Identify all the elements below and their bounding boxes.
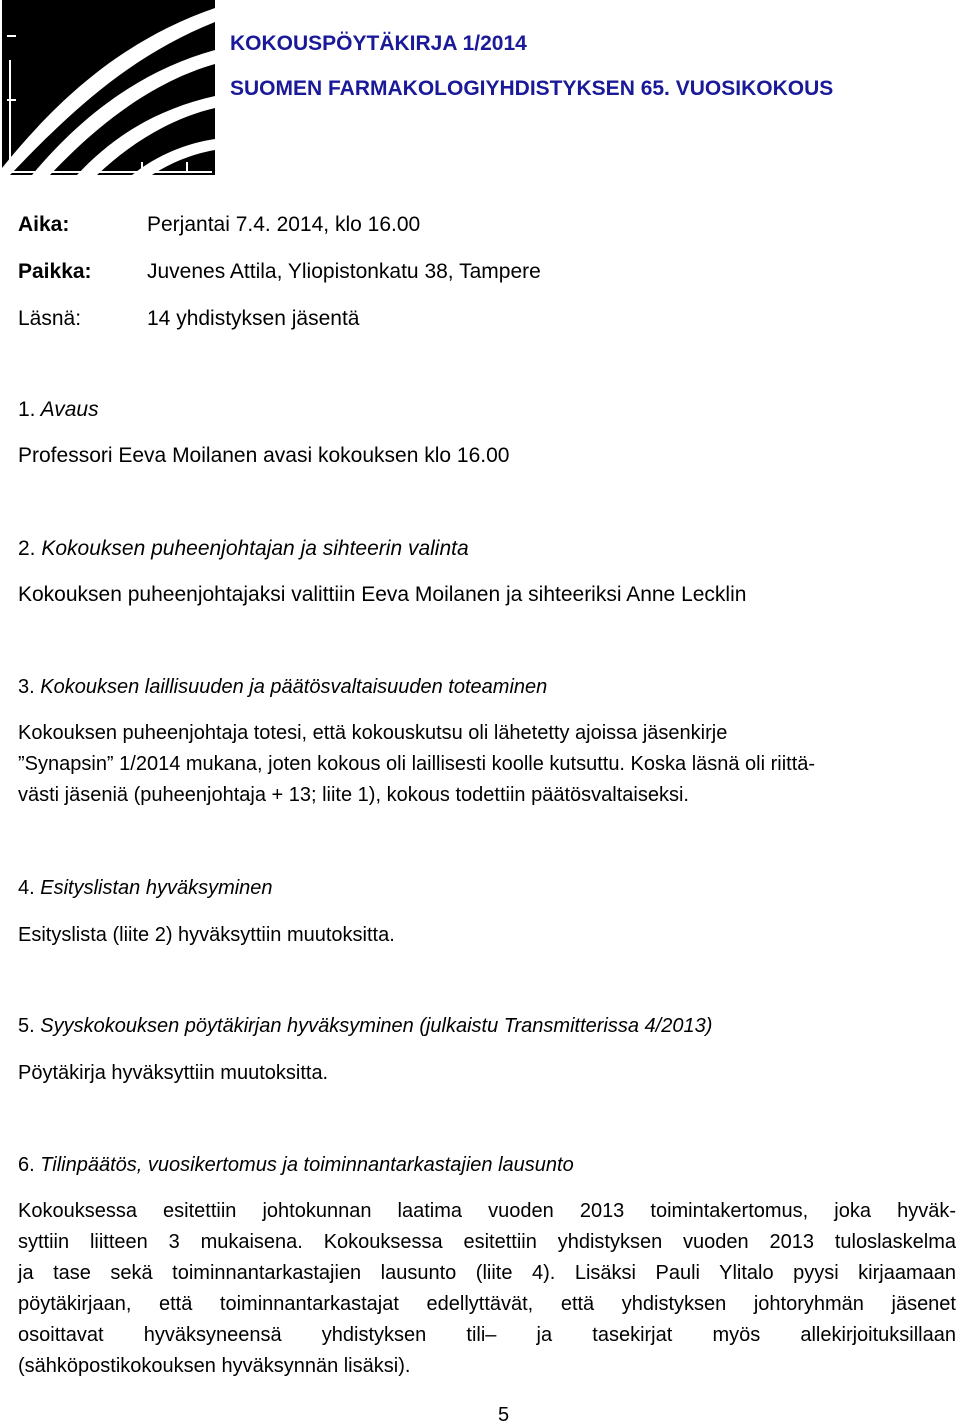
paragraph-line: ja tase sekä toiminnantarkastajien lausunto (liite 4). Lisäksi Pauli Ylitalo pyysi kirjaamaan	[18, 1262, 956, 1284]
section-number: 1.	[18, 398, 36, 421]
section-paragraph	[18, 718, 898, 811]
meta-value-place: Juvenes Attila, Yliopistonkatu 38, Tampere	[147, 260, 541, 283]
section-title: Esityslistan hyväksyminen	[40, 877, 273, 899]
section-number: 6.	[18, 1154, 35, 1176]
section-heading	[18, 1015, 712, 1038]
paragraph-line: osoittavat hyväksyneensä yhdistyksen tili– ja tasekirjat myös allekirjoituksillaan	[18, 1324, 956, 1346]
section-text: Professori Eeva Moilanen avasi kokouksen klo 16.00	[18, 444, 510, 467]
section-title: Avaus	[40, 398, 99, 421]
section-text: Esityslista (liite 2) hyväksyttiin muutoksitta.	[18, 924, 395, 946]
paragraph-line: Kokouksen puheenjohtaja totesi, että kokouskutsu oli lähetetty ajoissa jäsenkirje	[18, 722, 728, 744]
document-title: KOKOUSPÖYTÄKIRJA 1/2014	[230, 32, 527, 55]
section-heading	[18, 398, 99, 422]
section-number: 2.	[18, 537, 36, 560]
section-title: Kokouksen puheenjohtajan ja sihteerin valinta	[41, 537, 469, 560]
section-heading	[18, 1154, 574, 1177]
meta-label-place: Paikka:	[18, 260, 92, 283]
section-heading	[18, 537, 469, 561]
meta-label-time: Aika:	[18, 213, 70, 236]
paragraph-line: pöytäkirjaan, että toiminnantarkastajat edellyttävät, että yhdistyksen johtoryhmän jäsenet	[18, 1293, 956, 1315]
paragraph-line: Kokouksessa esitettiin johtokunnan laatima vuoden 2013 toimintakertomus, joka hyväk-	[18, 1200, 956, 1222]
section-title: Syyskokouksen pöytäkirjan hyväksyminen (julkaistu Transmitterissa 4/2013)	[40, 1015, 713, 1037]
paragraph-line: västi jäseniä (puheenjohtaja + 13; liite 1), kokous todettiin päätösvaltaiseksi.	[18, 784, 689, 806]
section-heading	[18, 676, 547, 699]
section-heading	[18, 877, 273, 900]
section-title: Tilinpäätös, vuosikertomus ja toiminnantarkastajien lausunto	[40, 1154, 574, 1176]
society-logo	[2, 0, 215, 175]
page-number: 5	[498, 1404, 510, 1426]
meta-label-present: Läsnä:	[18, 307, 82, 330]
section-text: Kokouksen puheenjohtajaksi valittiin Eeva Moilanen ja sihteeriksi Anne Lecklin	[18, 583, 747, 606]
paragraph-line: ”Synapsin” 1/2014 mukana, joten kokous oli laillisesti koolle kutsuttu. Koska läsnä oli riittä-	[18, 753, 816, 775]
section-number: 3.	[18, 676, 35, 698]
section-paragraph	[18, 1196, 956, 1382]
paragraph-line: (sähköpostikokouksen hyväksynnän lisäksi).	[18, 1355, 411, 1377]
document-subtitle: SUOMEN FARMAKOLOGIYHDISTYKSEN 65. VUOSIKOKOUS	[230, 77, 834, 100]
meta-value-time: Perjantai 7.4. 2014, klo 16.00	[147, 213, 421, 236]
meta-value-present: 14 yhdistyksen jäsentä	[147, 307, 360, 330]
section-title: Kokouksen laillisuuden ja päätösvaltaisuuden toteaminen	[40, 676, 548, 698]
paragraph-line: syttiin liitteen 3 mukaisena. Kokouksessa esitettiin yhdistyksen vuoden 2013 tuloslaskelma	[18, 1231, 956, 1253]
section-number: 4.	[18, 877, 35, 899]
section-text: Pöytäkirja hyväksyttiin muutoksitta.	[18, 1062, 329, 1084]
section-number: 5.	[18, 1015, 35, 1037]
